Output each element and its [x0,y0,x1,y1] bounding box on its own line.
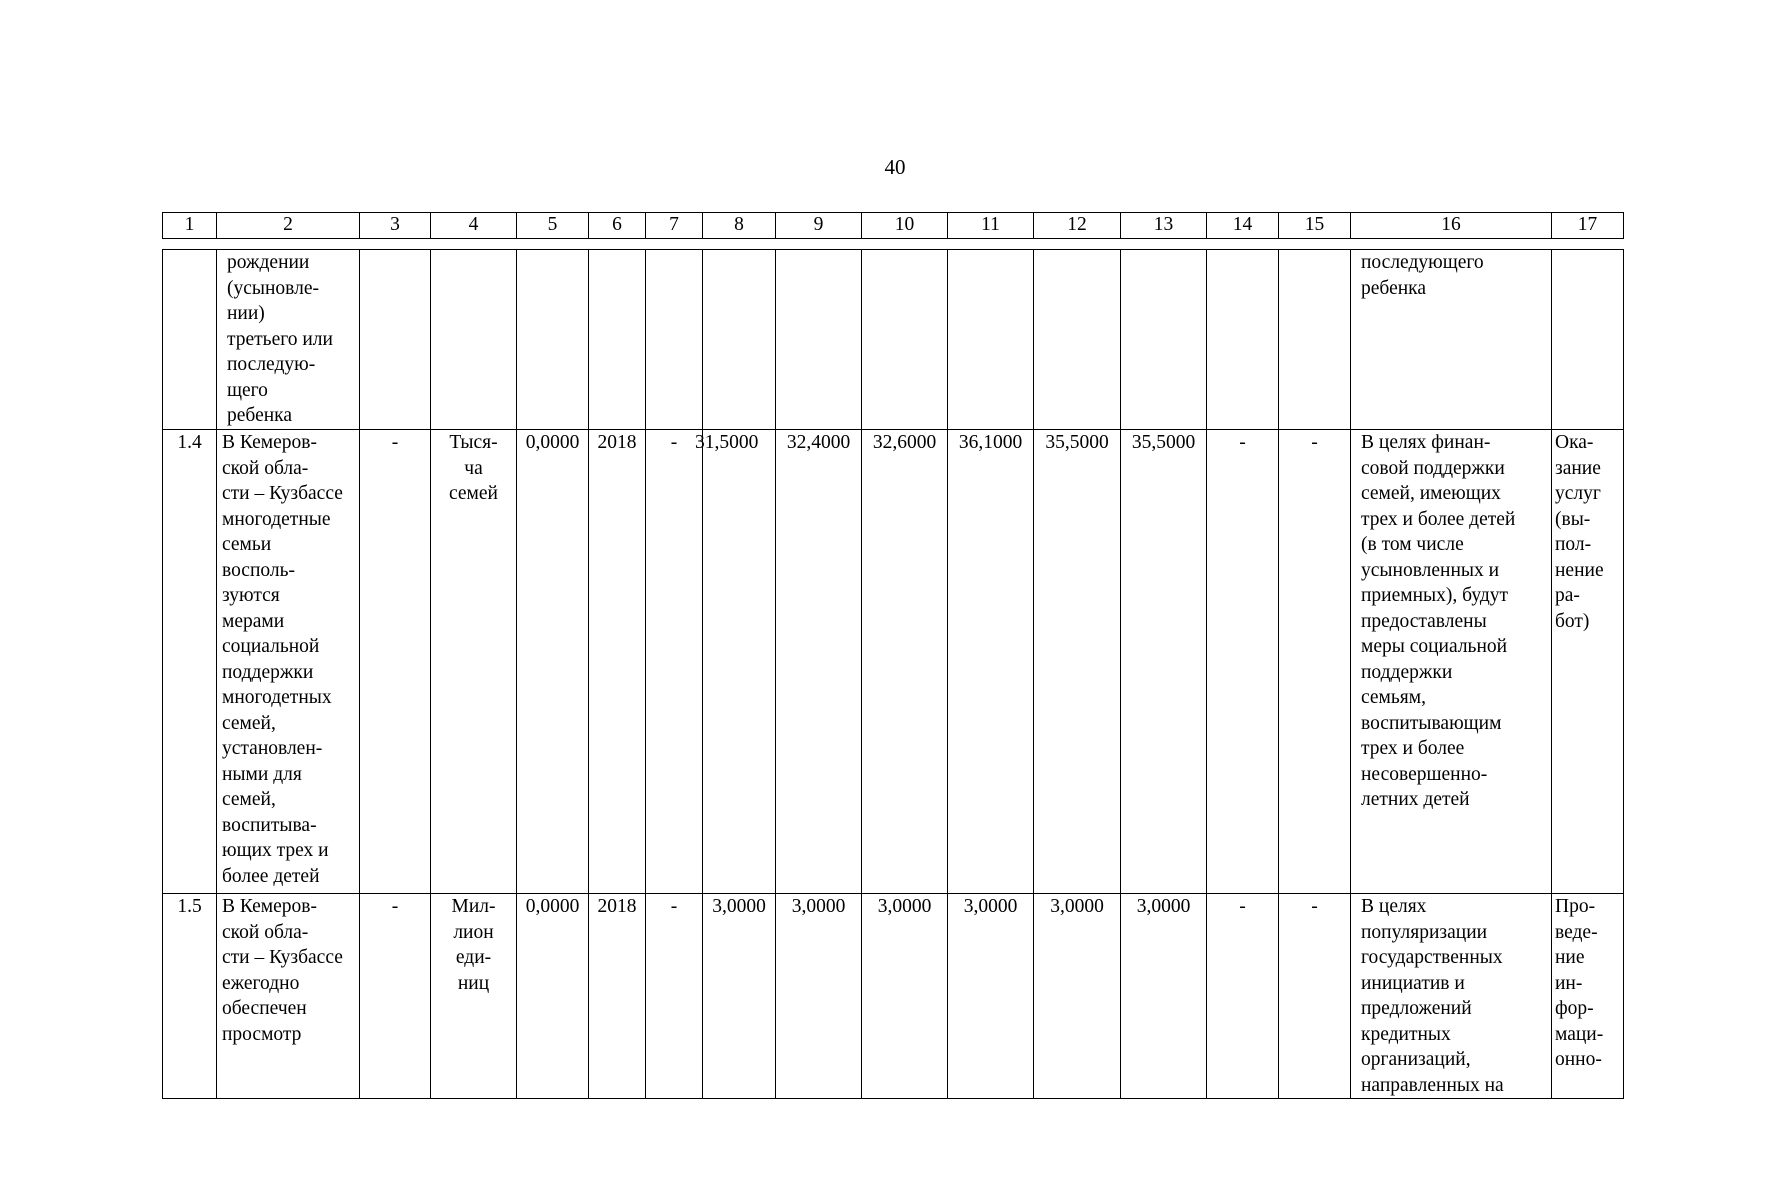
column-header: 10 [862,213,948,239]
table-cell: - [360,894,431,1099]
base-year-cell: 2018 [589,894,646,1099]
table-cell [646,250,703,430]
base-value-cell: 0,0000 [517,430,589,894]
table-cell: - [1279,894,1351,1099]
row-number-cell: 1.5 [163,894,217,1099]
column-header: 9 [776,213,862,239]
table-row [163,430,1624,894]
column-header: 7 [646,213,703,239]
table-cell [776,250,862,430]
column-header: 14 [1207,213,1279,239]
value-cell: 32,4000 [776,430,862,894]
column-header: 6 [589,213,646,239]
column-header: 13 [1121,213,1207,239]
value-cell: 3,0000 [862,894,948,1099]
page-number: 40 [884,155,906,179]
value-cell: 3,0000 [1121,894,1207,1099]
column-header-table [162,212,1624,239]
column-header: 11 [948,213,1034,239]
row-number-cell: 1.4 [163,430,217,894]
value-cell: 32,6000 [862,430,948,894]
column-header: 1 [163,213,217,239]
base-value-cell: 0,0000 [517,894,589,1099]
table-cell [360,250,431,430]
value-cell: 3,0000 [776,894,862,1099]
description-cell: В целях финан- совой поддержки семей, имеющих трех и более детей (в том числе усыновленных и приемных), будут предоставлены меры социальной поддержки семьям, воспитывающим трех и более несовершенно- летних детей [1351,430,1552,894]
table-cell: - [646,430,703,894]
description-cell: В целях популяризации государственных инициатив и предложений кредитных организаций, направленных на [1351,894,1552,1099]
table-cell [703,250,776,430]
table-cell [517,250,589,430]
value-cell: 35,5000 [1121,430,1207,894]
table-cell: - [1207,430,1279,894]
table-cell: - [1279,430,1351,894]
table-cell [1034,250,1121,430]
type-cell [1552,250,1624,430]
value-cell: 35,5000 [1034,430,1121,894]
table-cell [589,250,646,430]
column-header: 8 [703,213,776,239]
unit-cell [431,250,517,430]
value-cell: 3,0000 [703,894,776,1099]
column-header-row [163,213,1624,239]
indicator-name-cell: рождении (усыновле- нии) третьего или последую- щего ребенка [217,250,360,430]
indicators-table [162,249,1624,1099]
table-cell: - [360,430,431,894]
column-header: 4 [431,213,517,239]
value-cell: 36,1000 [948,430,1034,894]
description-cell: последующего ребенка [1351,250,1552,430]
unit-cell: Тыся- ча семей [431,430,517,894]
table-cell [862,250,948,430]
column-header: 5 [517,213,589,239]
unit-cell: Мил- лион еди- ниц [431,894,517,1099]
column-header: 3 [360,213,431,239]
indicator-name-cell: В Кемеров- ской обла- сти – Кузбассе ежегодно обеспечен просмотр [217,894,360,1099]
base-year-cell: 2018 [589,430,646,894]
table-cell: - [646,894,703,1099]
column-header: 16 [1351,213,1552,239]
value-cell: 3,0000 [948,894,1034,1099]
type-cell: Ока- зание услуг (вы- пол- нение ра- бот) [1552,430,1624,894]
column-header: 12 [1034,213,1121,239]
column-header: 15 [1279,213,1351,239]
table-row [163,250,1624,430]
table-cell [1207,250,1279,430]
table-cell: - [1207,894,1279,1099]
type-cell: Про- веде- ние ин- фор- маци- онно- [1552,894,1624,1099]
column-header: 17 [1552,213,1624,239]
row-number-cell [163,250,217,430]
column-header: 2 [217,213,360,239]
table-row [163,894,1624,1099]
table-cell [1279,250,1351,430]
table-cell [1121,250,1207,430]
indicator-name-cell: В Кемеров- ской обла- сти – Кузбассе многодетные семьи восполь- зуются мерами социальной поддержки многодетных семей, установлен- ными для семей, воспитыва- ющих трех и более детей [217,430,360,894]
value-cell: 31,5000 [703,430,776,894]
table-cell [948,250,1034,430]
value-cell: 3,0000 [1034,894,1121,1099]
